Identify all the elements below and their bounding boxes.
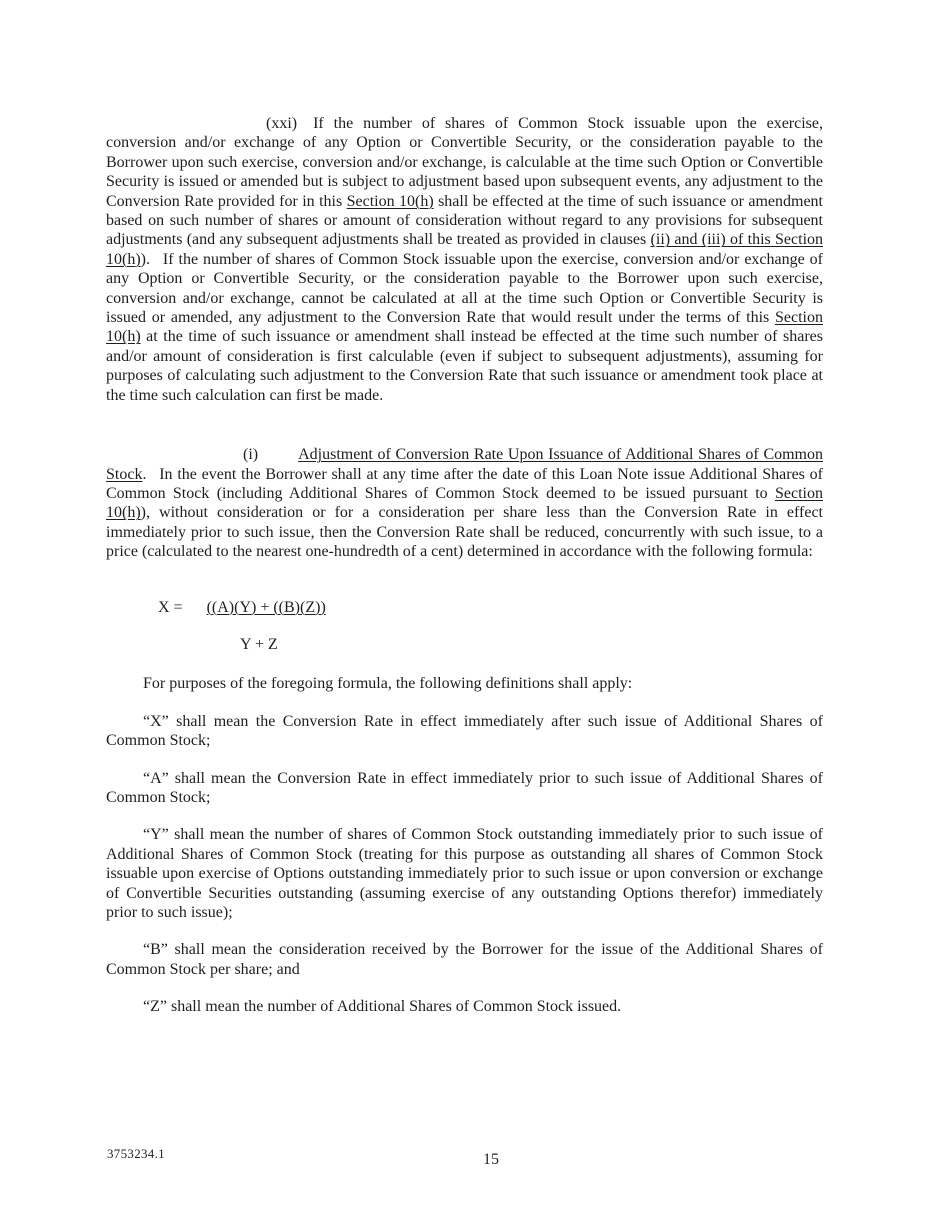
- formula-numerator-row: [106, 598, 823, 617]
- formula-denominator: Y + Z: [240, 635, 278, 653]
- underlined-text: (ii) and (iii) of this Section 10(h): [106, 231, 824, 268]
- definition-x: “X” shall mean the Conversion Rate in effect immediately after such issue of Additional Shares of Common Stock;: [106, 712, 823, 750]
- definition-y: “Y” shall mean the number of shares of Common Stock outstanding immediately prior to such issue of Additional Shares of Common Stock (treating for this purpose as outstanding all shares of Common Stock issuable upon exercise of Options outstanding immediately prior to such issue or upon conversion or exchange of Convertible Securities outstanding (assuming exercise of any outstanding Options therefor) immediately prior to such issue);: [106, 826, 823, 921]
- text-run: shall be effected at the time of such issuance or amendment based on such number of shares or amount of consideration without regard to any provisions for subsequent adjustments (and any subsequent adjustments shall be treated as provided in clauses: [106, 192, 824, 249]
- text-run: at the time of such issuance or amendment shall instead be effected at the time such number of shares and/or amount of consideration is first calculable (even if subject to subsequent adjustments), assuming for purposes of calculating such adjustment to the Conversion Rate that such issuance or amendment took place at the time such calculation can first be made.: [106, 328, 823, 404]
- paragraph-xxi: [106, 114, 823, 405]
- page-number: 15: [483, 1151, 499, 1168]
- text-run: ). If the number of shares of Common Stock issuable upon the exercise, conversion and/or exchange of any Option or Convertible Security, or the consideration payable to the Borrower upon such exercise, conversion and/or exchange, cannot be calculated at all at the time such Option or Convertible Security is issued or amended, any adjustment to the Conversion Rate that would result under the terms of this: [106, 250, 823, 327]
- formula-numerator: ((A)(Y) + ((B)(Z)): [206, 598, 326, 616]
- underlined-text: Section 10(h): [106, 484, 823, 522]
- underlined-text: Section 10(h): [346, 192, 434, 210]
- for-purposes-paragraph: For purposes of the foregoing formula, the following definitions shall apply:: [143, 675, 633, 693]
- formula-lhs: X =: [158, 598, 183, 616]
- text-run: (xxi) If the number of shares of Common Stock issuable upon the exercise, conversion and/or exchange of any Option or Convertible Security, or the consideration payable to the Borrower upon such exercise, conversion and/or exchange, is calculable at the time such Option or Convertible Security is issued or amended but is subject to adjustment based upon subsequent events, any adjustment to the Conversion Rate provided for in this: [106, 115, 823, 210]
- text-run: (i): [243, 446, 299, 464]
- paragraph-i-adjustment-heading: [106, 445, 823, 561]
- underlined-text: Adjustment of Conversion Rate Upon Issuance of Additional Shares of Common Stock: [106, 446, 823, 483]
- definition-a: “A” shall mean the Conversion Rate in effect immediately prior to such issue of Additional Shares of Common Stock;: [106, 769, 823, 806]
- definition-b: “B” shall mean the consideration received by the Borrower for the issue of the Additional Shares of Common Stock per share; and: [106, 941, 823, 978]
- document-body: [106, 114, 823, 1017]
- underlined-text: Section 10(h): [106, 309, 823, 346]
- definition-z: “Z” shall mean the number of Additional Shares of Common Stock issued.: [143, 998, 622, 1016]
- text-run: ), without consideration or for a consideration per share less than the Conversion Rate in effect immediately prior to such issue, then the Conversion Rate shall be reduced, concurrently with such issue, to a price (calculated to the nearest one-hundredth of a cent) determined in accordance with the following formula:: [106, 504, 823, 561]
- conversion-rate-formula: [106, 598, 823, 655]
- text-run: . In the event the Borrower shall at any time after the date of this Loan Note issue Additional Shares of Common Stock (including Additional Shares of Common Stock deemed to be issued pursuant to: [106, 465, 823, 502]
- document-control-number: 3753234.1: [107, 1146, 165, 1161]
